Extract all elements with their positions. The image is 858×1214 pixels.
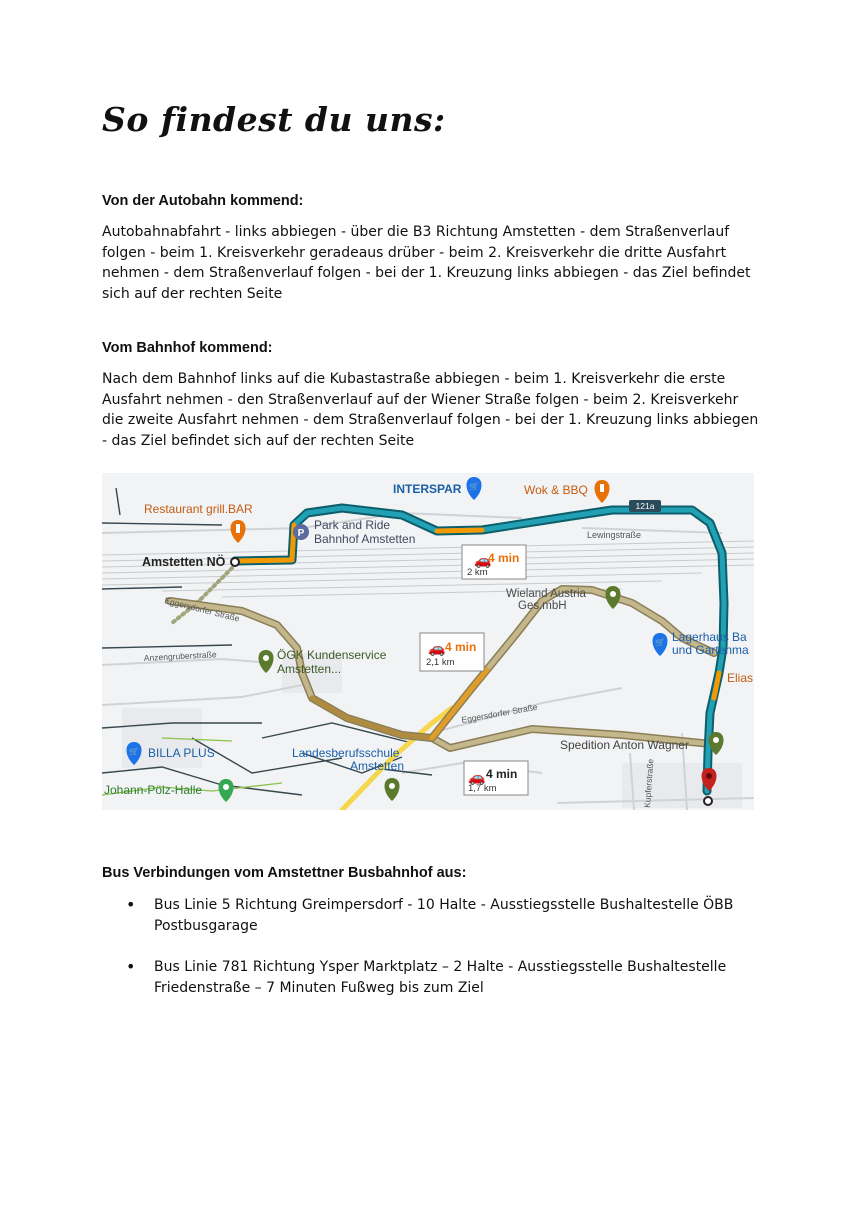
svg-text:P: P: [297, 528, 305, 539]
route-3-distance: 1,7 km: [468, 783, 497, 794]
place-interspar[interactable]: INTERSPAR: [393, 482, 462, 496]
car-icon: 🚗: [468, 770, 486, 786]
start-point-icon[interactable]: [231, 558, 239, 566]
route-callout-2[interactable]: [420, 633, 484, 671]
car-icon: 🚗: [428, 641, 446, 657]
road-121a-label: 121a: [635, 501, 655, 511]
route-map-canvas[interactable]: [102, 473, 754, 810]
page-title: So findest du uns:: [102, 100, 446, 139]
place-landesberufsschule-line2: Amstetten: [350, 759, 405, 773]
place-wok-bbq[interactable]: Wok & BBQ: [524, 483, 588, 497]
route-1-distance: 2 km: [467, 567, 488, 578]
route-main-traffic-mid: [437, 530, 482, 531]
route-1-time: 4 min: [488, 551, 520, 565]
place-ogk-line2: Amstetten...: [277, 662, 342, 676]
place-elias[interactable]: Elias: [727, 671, 754, 685]
place-ogk[interactable]: ÖGK Kundenservice: [277, 648, 387, 662]
place-park-and-ride-line2: Bahnhof Amstetten: [314, 532, 416, 546]
place-wieland[interactable]: Wieland Austria: [506, 588, 586, 600]
bahnhof-directions: Nach dem Bahnhof links auf die Kubastastraße abbiegen - beim 1. Kreisverkehr die erste Ausfahrt nehmen - den Straßenverlauf auf der Wiener Straße folgen - beim 2. Kreisverkehr die zweite Ausfahrt nehmen - dem Straßenverlauf folgen - bei der 1. Kreuzung links abbiegen - das Ziel befindet sich auf der rechten Seite: [102, 371, 759, 449]
svg-text:🛒: 🛒: [469, 482, 479, 491]
place-amstetten-no[interactable]: Amstetten NÖ: [142, 555, 226, 569]
street-kupferstrasse: Kupferstraße: [642, 758, 656, 809]
autobahn-directions: Autobahnabfahrt - links abbiegen - über die B3 Richtung Amstetten - dem Straßenverlauf folgen - beim 1. Kreisverkehr geradeaus drüber - beim 2. Kreisverkehr die dritte Ausfahrt nehmen - dem Straßenverlauf folgen - bei der 1. Kreuzung links abbiegen - das Ziel befindet sich auf der rechten Seite: [102, 224, 751, 302]
route-callout-1[interactable]: [462, 545, 526, 579]
place-restaurant-grill[interactable]: Restaurant grill.BAR: [144, 502, 253, 516]
list-item: • Bus Linie 5 Richtung Greimpersdorf - 10 Halte - Ausstiegsstelle Bushaltestelle ÖBB Postbusgarage: [102, 895, 762, 936]
place-lagerhaus[interactable]: Lagerhaus Ba: [672, 630, 747, 644]
route-3-time: 4 min: [486, 767, 518, 781]
svg-text:🛒: 🛒: [129, 747, 139, 756]
place-park-and-ride[interactable]: Park and Ride: [314, 518, 391, 532]
route-map[interactable]: [102, 473, 754, 810]
bus-connections-list: [102, 895, 762, 1019]
autobahn-heading: Von der Autobahn kommend:: [102, 193, 304, 209]
street-lewingstrasse: Lewingstraße: [587, 530, 642, 540]
route-callout-3[interactable]: [464, 761, 528, 795]
list-item: • Bus Linie 781 Richtung Ysper Marktplatz – 2 Halte - Ausstiegsstelle Bushaltestelle Friedenstraße – 7 Minuten Fußweg bis zum Ziel: [102, 957, 762, 998]
place-spedition[interactable]: Spedition Anton Wagner: [560, 738, 689, 752]
place-johann-poelz-halle[interactable]: Johann-Pölz-Halle: [104, 783, 203, 797]
place-landesberufsschule[interactable]: Landesberufsschule: [292, 746, 400, 760]
park-ride-pin-icon[interactable]: [293, 524, 309, 540]
car-icon: 🚗: [474, 553, 492, 569]
svg-text:🛒: 🛒: [655, 638, 665, 647]
street-eggersdorfer-west: Eggersdorfer Straße: [163, 595, 241, 624]
place-wieland-line2: Ges.mbH: [518, 600, 567, 612]
place-billa-plus[interactable]: BILLA PLUS: [148, 746, 215, 760]
place-lagerhaus-line2: und Gartenma: [672, 643, 749, 657]
street-eggersdorfer-east: Eggersdorfer Straße: [460, 701, 539, 725]
bus-heading: Bus Verbindungen vom Amstettner Busbahnhof aus:: [102, 865, 467, 881]
bahnhof-heading: Vom Bahnhof kommend:: [102, 340, 273, 356]
route-2-time: 4 min: [445, 640, 477, 654]
route-2-distance: 2,1 km: [426, 657, 455, 668]
street-anzengruber: Anzengruberstraße: [143, 649, 217, 663]
